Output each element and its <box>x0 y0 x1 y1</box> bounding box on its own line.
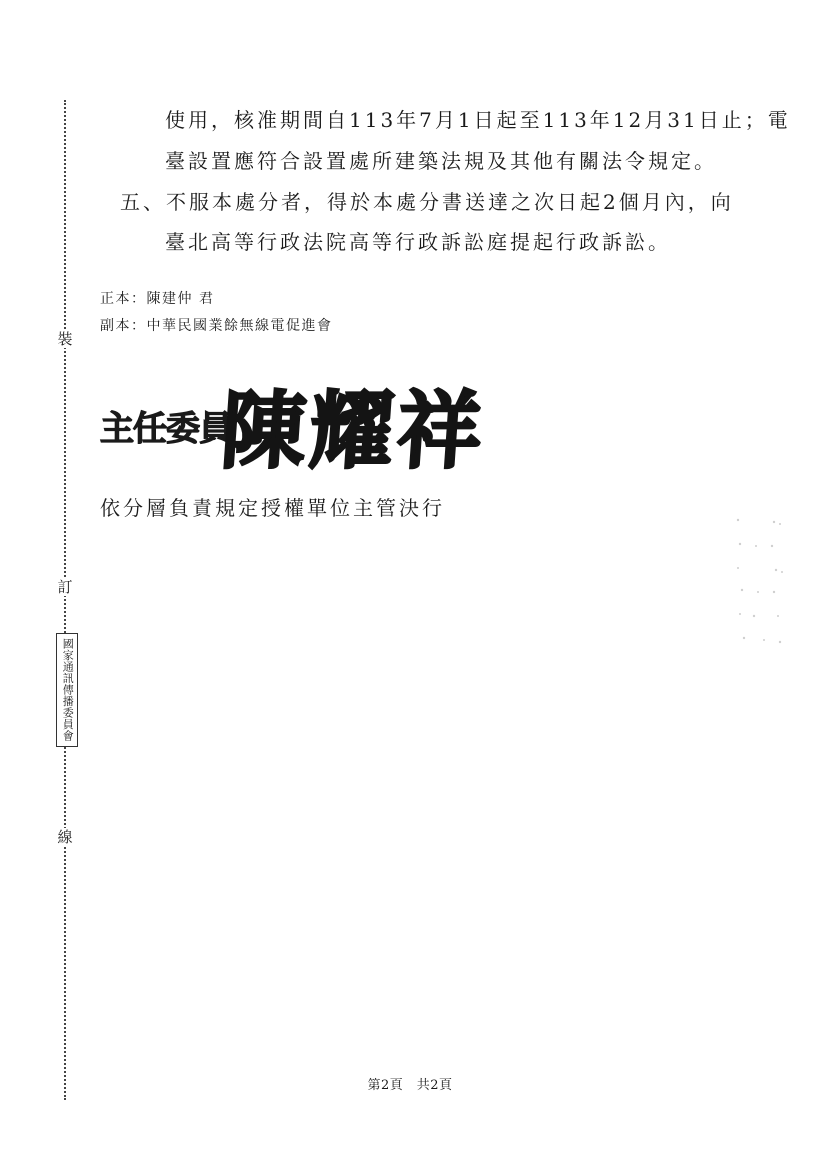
binding-char-zhuang: 裝 <box>57 330 73 348</box>
signature-title-art: 主任委員 <box>100 409 232 449</box>
original-recipient: 正本：陳建仲 君 <box>100 291 215 307</box>
page-number: 第2頁 共2頁 <box>367 1078 453 1093</box>
body-line-4: 臺北高等行政法院高等行政訴訟庭提起行政訴訟。 <box>165 230 671 254</box>
body-line-2: 臺設置應符合設置處所建築法規及其他有關法令規定。 <box>165 149 717 173</box>
copy-recipient: 副本：中華民國業餘無線電促進會 <box>100 318 333 334</box>
delegation-note: 依分層負責規定授權單位主管決行 <box>100 496 445 520</box>
signature-seal <box>98 368 498 480</box>
binding-char-xian: 線 <box>57 828 73 846</box>
binding-stamp: 國家通訊傳播委員會 <box>56 633 78 747</box>
binding-dotted-line <box>64 100 66 1100</box>
body-line-3: 五、不服本處分者，得於本處分書送達之次日起2個月內，向 <box>120 190 734 214</box>
scan-speckles <box>734 516 784 656</box>
binding-char-ding: 訂 <box>57 578 73 596</box>
signature-name-art: 陳耀祥 <box>218 381 490 480</box>
body-line-1: 使用，核准期間自113年7月1日起至113年12月31日止；電 <box>165 108 791 132</box>
